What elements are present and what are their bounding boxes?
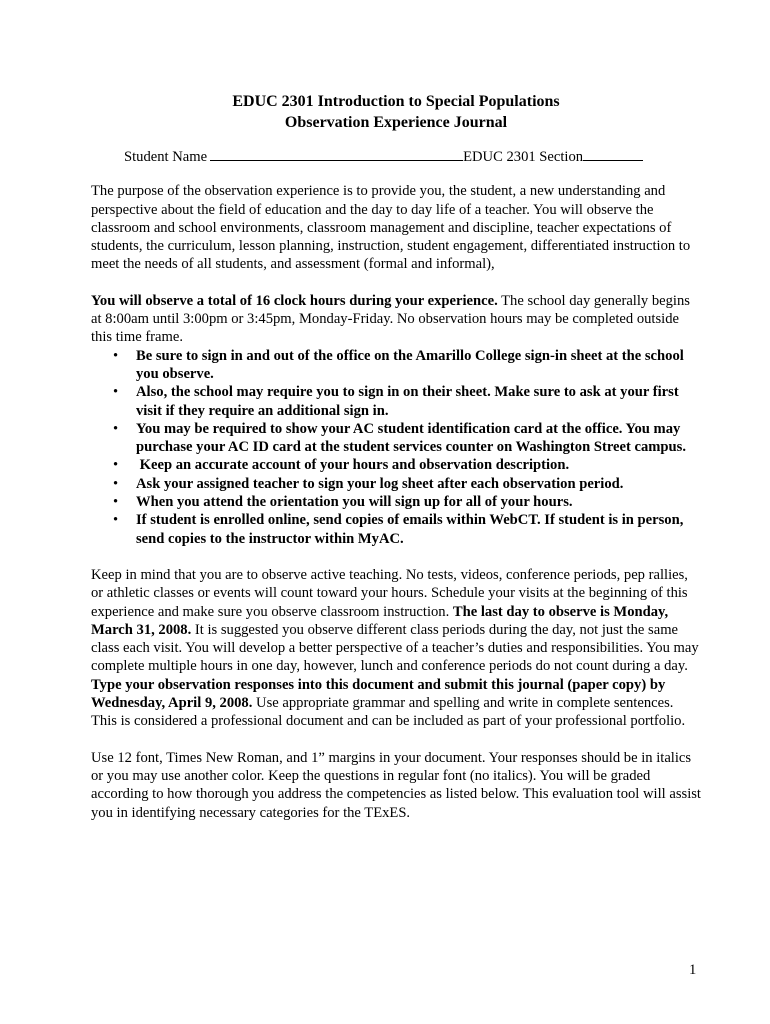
hours-bold-text: You will observe a total of 16 clock hours during your experience.	[91, 292, 498, 309]
list-item: • Also, the school may require you to sign in on their sheet. Make sure to ask at your first visit if they require an additional sign in.	[113, 384, 679, 419]
bullet-icon: •	[113, 384, 119, 401]
hours-rest-text: The school day generally begins at 8:00am until 3:00pm or 3:45pm, Monday-Friday. No observation hours may be completed outside this time frame.	[91, 292, 690, 346]
purpose-paragraph: The purpose of the observation experience is to provide you, the student, a new understanding and perspective about the field of education and the day to day life of a teacher. You will observe the classroom and school environments, classroom management and discipline, teacher expectations of students, the curriculum, lesson planning, instruction, student engagement, differentiated instruction to meet the needs of all students, and assessment (formal and informal),	[91, 183, 691, 273]
bullet-icon: •	[113, 420, 119, 437]
page-number: 1	[689, 962, 697, 978]
active-teaching-paragraph: Keep in mind that you are to observe active teaching. No tests, videos, conference periods, pep rallies, or athletic classes or events will count toward your hours. Schedule your visits at the beginning of this experience and make sure you observe classroom instruction. The last day to observe is Monday, March 31, 2008. It is suggested you observe different class periods during the day, not just the same class each visit. You will develop a better perspective of a teacher’s duties and responsibilities. You may complete multiple hours in one day, however, lunch and conference periods do not count during a day. Type your observation responses into this document and submit this journal (paper copy) by Wednesday, April 9, 2008. Use appropriate grammar and spelling and write in complete sentences. This is considered a professional document and can be included as part of your professional portfolio.	[91, 566, 699, 730]
list-item: • If student is enrolled online, send copies of emails within WebCT. If student is in person, send copies to the instructor within MyAC.	[113, 512, 684, 547]
student-name-line	[124, 148, 701, 166]
list-item: • Keep an accurate account of your hours and observation description.	[113, 457, 570, 474]
list-item: • You may be required to show your AC student identification card at the office. You may purchase your AC ID card at the student services counter on Washington Street campus.	[113, 420, 686, 456]
last-day-bold-text: The last day to observe is Monday, March 31, 2008.	[91, 603, 669, 638]
hours-paragraph	[91, 292, 701, 347]
bullet-icon: •	[113, 512, 119, 529]
section-blank[interactable]	[583, 148, 643, 161]
submit-bold-text: Type your observation responses into this document and submit this journal (paper copy) by Wednesday, April 9, 2008.	[91, 676, 666, 712]
formatting-paragraph: Use 12 font, Times New Roman, and 1” margins in your document. Your responses should be in italics or you may use another color. Keep the questions in regular font (no italics). You will be graded according to how thorough you address the competencies as listed below. This evaluation tool will assist you in identifying necessary categories for the TExES.	[91, 749, 701, 821]
document-page	[91, 92, 701, 822]
section-label: EDUC 2301 Section	[463, 149, 584, 165]
instructions-list	[91, 347, 701, 548]
list-item: • Ask your assigned teacher to sign your log sheet after each observation period.	[113, 475, 624, 492]
student-name-label: Student Name	[124, 149, 208, 165]
student-name-blank[interactable]	[210, 148, 463, 161]
document-subtitle: Observation Experience Journal	[284, 114, 508, 131]
bullet-icon: •	[113, 347, 119, 364]
list-item: • Be sure to sign in and out of the office on the Amarillo College sign-in sheet at the school you observe.	[113, 347, 684, 382]
bullet-icon: •	[113, 475, 119, 492]
document-title: EDUC 2301 Introduction to Special Populations	[232, 93, 560, 110]
bullet-icon: •	[113, 494, 119, 511]
list-item: • When you attend the orientation you will sign up for all of your hours.	[113, 494, 573, 511]
bullet-icon: •	[113, 457, 119, 474]
